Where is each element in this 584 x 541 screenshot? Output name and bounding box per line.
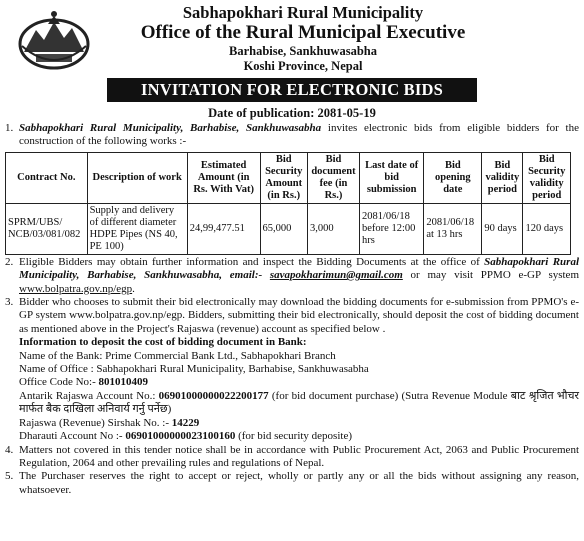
issuer-name: Sabhapokhari Rural Municipality, Barhabise, Sankhuwasabha: [19, 122, 322, 134]
antarik-account-no: 06901000000022200177: [158, 389, 269, 402]
cell-contract-no: SPRM/UBS/ NCB/03/081/082: [6, 203, 88, 254]
address-line-2: Koshi Province, Nepal: [243, 59, 363, 73]
sirshak-no: 14229: [171, 416, 200, 429]
item-text: Matters not covered in this tender notice shall be in accordance with Public Procurement Act, 2063 and Public Procurement Regulation, 2064 and other prevailing rules and regulations of Nepal.: [19, 443, 579, 469]
table-row: [6, 203, 571, 254]
item-text: or may visit PPMO e-GP system: [402, 269, 579, 282]
antarik-note: (for bid document purchase) (Sutra Revenue Module बाट श्रृजित भौचर मार्फत बैक दाखिला अनिवार्य गर्नु पर्नेछ): [19, 389, 579, 416]
item-number: 1.: [5, 122, 14, 134]
item-text: invites electronic bids from eligible bidders for the construction of the following works :-: [19, 122, 579, 148]
dharauti-label: Dharauti Account No :-: [19, 430, 126, 443]
notice-title-banner: INVITATION FOR ELECTRONIC BIDS: [107, 78, 477, 102]
cell-opening-date: 2081/06/18 at 13 hrs: [424, 203, 482, 254]
col-header-contract-no: Contract No.: [6, 152, 88, 203]
col-header-security-validity: Bid Security validity period: [523, 152, 571, 203]
office-contact: Sabhapokhari Rural Municipality, Barhabise, Sankhuwasabha, email:-: [19, 255, 580, 282]
address-line-1: Barhabise, Sankhuwasabha: [229, 44, 377, 58]
col-header-estimated-amount: Estimated Amount (in Rs. With Vat): [187, 152, 260, 203]
table-header-row: [6, 152, 571, 203]
municipality-name: Sabhapokhari Rural Municipality: [182, 3, 424, 22]
item-body: [19, 296, 579, 443]
office-name: Office of the Rural Municipal Executive: [140, 22, 466, 43]
sirshak-label: Rajaswa (Revenue) Sirshak No. :-: [19, 416, 172, 429]
col-header-document-fee: Bid document fee (in Rs.): [307, 152, 359, 203]
item-number: 4.: [5, 443, 14, 456]
email-link[interactable]: savapokharimun@gmail.com: [269, 269, 403, 282]
item-text: Bidder who chooses to submit their bid electronically may download the bidding documents for e-submission from PPMO's e-GP system www.bolpatra.gov.np/egp. Bidders, submitting their bid electronically, should deposit the cost of bidding document as mentioned above in the Project's Rajaswa (revenue) account as specified below .: [19, 296, 579, 335]
item-body: [19, 122, 579, 149]
cell-security-validity: 120 days: [523, 203, 571, 254]
notice-item-5: [5, 470, 579, 497]
item-number: 5.: [5, 470, 14, 483]
office-name-line: Name of Office : Sabhapokhari Rural Municipality, Barhabise, Sankhuwasabha: [19, 363, 369, 376]
egp-website-link[interactable]: www.bolpatra.gov.np/egp: [19, 282, 133, 295]
cell-document-fee: 3,000: [307, 203, 359, 254]
dharauti-note: (for bid security deposite): [235, 430, 352, 443]
col-header-description: Description of work: [87, 152, 187, 203]
item-text: Eligible Bidders may obtain further information and inspect the Bidding Documents at the office of: [19, 255, 485, 268]
cell-last-date: 2081/06/18 before 12:00 hrs: [360, 203, 424, 254]
item-text: The Purchaser reserves the right to accept or reject, wholly or partly any or all the bids without assigning any reason, whatsoever.: [19, 470, 579, 496]
dharauti-account-line: [19, 430, 579, 443]
item-body: [19, 256, 579, 296]
notice-item-2: [5, 256, 579, 296]
bank-name: Name of the Bank: Prime Commercial Bank Ltd., Sabhapokhari Branch: [19, 349, 336, 362]
item-number: 3.: [5, 296, 14, 309]
item-number: 2.: [5, 255, 14, 268]
office-code-label: Office Code No:-: [19, 376, 99, 389]
item-text: .: [132, 282, 135, 295]
dharauti-account-no: 06901000000023100160: [125, 430, 236, 443]
col-header-bid-security: Bid Security Amount (in Rs.): [260, 152, 307, 203]
publication-date: Date of publication: 2081-05-19: [208, 106, 376, 120]
antarik-label: Antarik Rajaswa Account No.:: [19, 389, 159, 402]
cell-bid-security: 65,000: [260, 203, 307, 254]
col-header-opening-date: Bid opening date: [424, 152, 482, 203]
antarik-account-line: [19, 390, 579, 417]
cell-description: Supply and delivery of different diameter HDPE Pipes (NS 40, PE 100): [87, 203, 187, 254]
col-header-validity: Bid validity period: [482, 152, 523, 203]
notice-items: [5, 122, 579, 497]
bids-table: [5, 152, 571, 255]
deposit-heading: Information to deposit the cost of bidding document in Bank:: [19, 336, 307, 349]
sirshak-line: [19, 417, 579, 430]
government-emblem-icon: [14, 8, 94, 72]
notice-item-3: [5, 296, 579, 443]
notice-item-4: [5, 444, 579, 471]
office-code-value: 801010409: [98, 376, 149, 389]
col-header-last-date: Last date of bid submission: [360, 152, 424, 203]
cell-validity: 90 days: [482, 203, 523, 254]
notice-item-1: [5, 122, 579, 149]
office-code-line: [19, 376, 579, 389]
cell-estimated-amount: 24,99,477.51: [187, 203, 260, 254]
